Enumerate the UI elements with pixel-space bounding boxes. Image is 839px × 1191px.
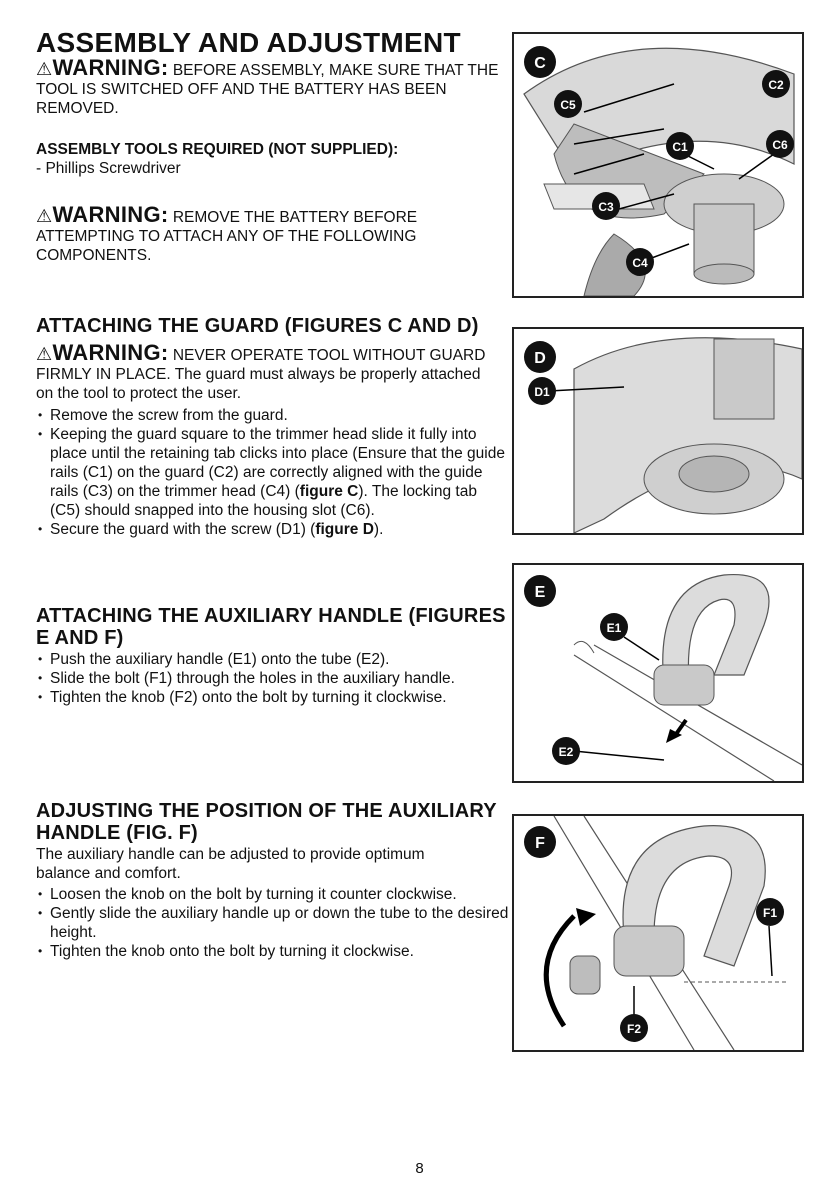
page-title: ASSEMBLY AND ADJUSTMENT	[36, 27, 461, 58]
list-item: • Tighten the knob (F2) onto the bolt by turning it clockwise.	[36, 688, 506, 707]
list-item: • Keeping the guard square to the trimmer head slide it fully into place until the retaining tab clicks into place (Ensure that the guide rails (C1) on the guard (C2) are correctly aligned with the guide rails (C3) on the trimmer head (C4) (figure C). The locking tab (C5) should snapped into the housing slot (C6).	[36, 425, 506, 520]
warning-triangle-icon: ⚠	[36, 59, 53, 79]
list-item: • Tighten the knob onto the bolt by turning it clockwise.	[36, 942, 511, 961]
svg-text:E1: E1	[606, 621, 622, 635]
warning-heading-2	[36, 202, 169, 227]
warning-block-1	[36, 55, 506, 118]
figure-d-badge	[524, 341, 556, 373]
svg-text:C1: C1	[672, 140, 688, 154]
figure-d-illustration	[514, 329, 802, 533]
guard-warning-upper: NEVER OPERATE TOOL WITHOUT GUARD FIRMLY IN PLACE.	[36, 347, 486, 383]
figure-d	[512, 327, 804, 535]
callout-e2	[552, 737, 580, 765]
list-item: • Push the auxiliary handle (E1) onto the tube (E2).	[36, 650, 506, 669]
list-item: • Remove the screw from the guard.	[36, 406, 506, 425]
figure-f-badge	[524, 826, 556, 858]
svg-text:D1: D1	[534, 385, 550, 399]
warning-word: WARNING:	[52, 55, 169, 80]
list-item: • Gently slide the auxiliary handle up or down the tube to the desired height.	[36, 904, 511, 942]
warning-word: WARNING:	[52, 202, 169, 227]
warning-heading-3	[36, 340, 169, 365]
warning-triangle-icon: ⚠	[36, 344, 53, 364]
callout-c4	[626, 248, 654, 276]
list-item: • Loosen the knob on the bolt by turning it counter clockwise.	[36, 885, 511, 904]
callout-c1	[666, 132, 694, 160]
list-item: • Secure the guard with the screw (D1) (figure D).	[36, 520, 506, 539]
figure-e-illustration	[514, 565, 802, 781]
adjust-heading: ADJUSTING THE POSITION OF THE AUXILIARY HANDLE (FIG. F)	[36, 800, 497, 844]
callout-e1	[600, 613, 628, 641]
svg-text:F1: F1	[762, 906, 778, 920]
svg-text:E: E	[534, 584, 546, 601]
warning-heading-1	[36, 55, 169, 80]
adjust-intro: The auxiliary handle can be adjusted to provide optimum balance and comfort.	[36, 846, 425, 882]
svg-text:F2: F2	[626, 1022, 642, 1036]
svg-text:C4: C4	[632, 256, 648, 270]
figure-c-illustration	[514, 34, 802, 296]
guard-heading: ATTACHING THE GUARD (FIGURES C AND D)	[36, 315, 479, 337]
svg-text:E2: E2	[558, 745, 574, 759]
list-item: • Slide the bolt (F1) through the holes in the auxiliary handle.	[36, 669, 506, 688]
figure-e-badge	[524, 575, 556, 607]
callout-c5	[554, 90, 582, 118]
svg-text:C5: C5	[560, 98, 576, 112]
warning-word: WARNING:	[52, 340, 169, 365]
warning-text-1: BEFORE ASSEMBLY, MAKE SURE THAT THE TOOL IS SWITCHED OFF AND THE BATTERY HAS BEEN REMOVED.	[36, 62, 499, 117]
svg-text:C3: C3	[598, 200, 614, 214]
callout-c6	[766, 130, 794, 158]
callout-f2	[620, 1014, 648, 1042]
tools-item: - Phillips Screwdriver	[36, 160, 181, 177]
svg-text:F: F	[535, 835, 545, 852]
warning-block-2	[36, 202, 476, 265]
guard-steps	[36, 406, 506, 539]
warning-triangle-icon: ⚠	[36, 206, 53, 226]
figure-e	[512, 563, 804, 783]
svg-text:C2: C2	[768, 78, 784, 92]
adjust-steps	[36, 885, 511, 961]
figure-f	[512, 814, 804, 1052]
callout-c3	[592, 192, 620, 220]
svg-text:C: C	[534, 55, 546, 72]
callout-c2	[762, 70, 790, 98]
figure-c-badge	[524, 46, 556, 78]
guard-warning	[36, 340, 496, 403]
callout-f1	[756, 898, 784, 926]
aux-heading: ATTACHING THE AUXILIARY HANDLE (FIGURES E AND F)	[36, 605, 506, 649]
callout-d1	[528, 377, 556, 405]
guard-warning-rest: The guard must always be properly attached on the tool to protect the user.	[36, 366, 481, 402]
figure-c	[512, 32, 804, 298]
figure-f-illustration	[514, 816, 802, 1050]
tools-heading: ASSEMBLY TOOLS REQUIRED (NOT SUPPLIED):	[36, 141, 399, 158]
page-number: 8	[415, 1160, 424, 1177]
svg-text:C6: C6	[772, 138, 788, 152]
warning-text-2: REMOVE THE BATTERY BEFORE ATTEMPTING TO ATTACH ANY OF THE FOLLOWING COMPONENTS.	[36, 209, 418, 264]
svg-text:D: D	[534, 350, 546, 367]
aux-steps	[36, 650, 506, 707]
